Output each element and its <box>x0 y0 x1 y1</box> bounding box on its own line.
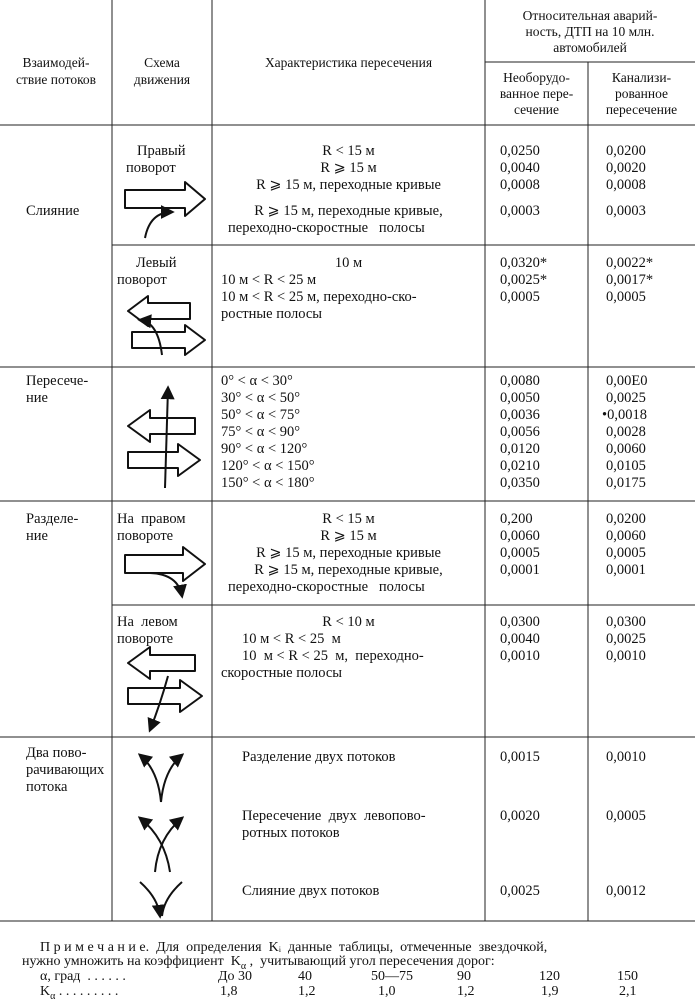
note-row2-value-4: 1,2 <box>457 984 475 999</box>
scheme-diverge-right-line2: повороте <box>117 528 174 544</box>
note-row1-value-2: 40 <box>298 969 312 984</box>
char-merge-right-5: переходно-скоростные полосы <box>228 220 425 236</box>
header-col4b-line2: рованное <box>614 86 669 101</box>
char-diverge-right-3: R ⩾ 15 м, переходные кривые <box>256 545 441 561</box>
section-label-cross-line1: Пересече- <box>26 373 89 389</box>
char-merge-left-1: 10 м <box>334 255 363 271</box>
note-row1-value-5: 120 <box>539 969 560 984</box>
scheme-merge-left-line1: Левый <box>136 255 177 271</box>
char-turning-1: Разделение двух потоков <box>242 749 396 765</box>
char-merge-right-3: R ⩾ 15 м, переходные кривые <box>256 177 441 193</box>
scheme-merge-left-line2: поворот <box>117 272 167 288</box>
val-b-diverge-right-4: 0,0001 <box>606 562 646 578</box>
note-row2-value-6: 2,1 <box>619 984 637 999</box>
header-col4b-line1: Канализи- <box>611 70 672 85</box>
char-cross-1: 0° < α < 30° <box>221 373 293 389</box>
char-diverge-left-4: скоростные полосы <box>221 665 343 681</box>
scheme-merge-right-line2: поворот <box>126 160 176 176</box>
char-diverge-left-1: R < 10 м <box>322 614 375 630</box>
turning-merge-arrows-icon <box>140 882 182 916</box>
char-cross-5: 90° < α < 120° <box>221 441 308 457</box>
val-a-diverge-right-4: 0,0001 <box>500 562 540 578</box>
char-merge-left-2: 10 м < R < 25 м <box>221 272 317 288</box>
val-a-merge-right-2: 0,0040 <box>500 160 540 176</box>
val-b-diverge-left-3: 0,0010 <box>606 648 646 664</box>
val-a-cross-5: 0,0120 <box>500 441 540 457</box>
char-cross-6: 120° < α < 150° <box>221 458 315 474</box>
note-row1-value-3: 50—75 <box>371 969 413 984</box>
val-a-cross-1: 0,0080 <box>500 373 540 389</box>
note-row2-value-1: 1,8 <box>220 984 238 999</box>
val-a-diverge-left-3: 0,0010 <box>500 648 540 664</box>
char-cross-2: 30° < α < 50° <box>221 390 301 406</box>
val-b-cross-1: 0,00E0 <box>606 373 648 389</box>
val-a-turning-1: 0,0015 <box>500 749 540 765</box>
merge-right-arrow-icon <box>125 182 205 238</box>
char-diverge-right-1: R < 15 м <box>322 511 375 527</box>
note-line2-rest: , учитывающий угол пересечения дорог: <box>246 954 495 969</box>
char-merge-left-3: 10 м < R < 25 м, переходно-ско- <box>221 289 417 305</box>
char-merge-right-4: R ⩾ 15 м, переходные кривые, <box>254 203 443 219</box>
val-b-cross-5: 0,0060 <box>606 441 646 457</box>
note-row1-value-6: 150 <box>617 969 638 984</box>
val-a-diverge-left-2: 0,0040 <box>500 631 540 647</box>
diverge-left-arrow-icon <box>128 647 202 730</box>
note-row2-dots: . . . . . . . . . <box>55 984 119 999</box>
val-a-cross-7: 0,0350 <box>500 475 540 491</box>
char-merge-right-2: R ⩾ 15 м <box>320 160 377 176</box>
val-a-merge-left-1: 0,0320* <box>500 255 548 271</box>
scheme-diverge-left-line2: повороте <box>117 631 174 647</box>
val-b-cross-3: •0,0018 <box>602 407 647 423</box>
note-line2-sub: α <box>240 960 247 972</box>
note-row2-value-5: 1,9 <box>541 984 559 999</box>
char-diverge-left-2: 10 м < R < 25 м <box>242 631 341 647</box>
char-cross-7: 150° < α < 180° <box>221 475 315 491</box>
header-col4a-line3: сечение <box>513 102 560 117</box>
val-a-merge-right-3: 0,0008 <box>500 177 540 193</box>
scheme-merge-right-line1: Правый <box>137 143 186 159</box>
section-label-turning-line2: рачивающих <box>26 762 105 778</box>
val-b-diverge-right-3: 0,0005 <box>606 545 646 561</box>
val-b-diverge-left-1: 0,0300 <box>606 614 646 630</box>
val-b-merge-left-3: 0,0005 <box>606 289 646 305</box>
val-b-merge-right-4: 0,0003 <box>606 203 646 219</box>
val-b-merge-right-1: 0,0200 <box>606 143 646 159</box>
val-b-diverge-left-2: 0,0025 <box>606 631 646 647</box>
val-a-turning-2: 0,0020 <box>500 808 540 824</box>
note-line1: П р и м е ч а н и е. Для определения Kᵢ данные таблицы, отмеченные звездочкой, <box>40 940 548 955</box>
header-col4a-line2: ванное пере- <box>499 86 574 101</box>
val-b-cross-4: 0,0028 <box>606 424 646 440</box>
val-b-merge-left-2: 0,0017* <box>606 272 654 288</box>
val-b-turning-1: 0,0010 <box>606 749 646 765</box>
val-b-merge-right-2: 0,0020 <box>606 160 646 176</box>
header-col4-line2: ность, ДТП на 10 млн. <box>525 24 655 39</box>
note-row2-value-2: 1,2 <box>298 984 316 999</box>
val-a-turning-3: 0,0025 <box>500 883 540 899</box>
section-label-cross-line2: ние <box>26 390 48 406</box>
val-b-turning-3: 0,0012 <box>606 883 646 899</box>
char-turning-2: Пересечение двух левопово- <box>242 808 426 824</box>
header-col3: Характеристика пересечения <box>264 55 433 70</box>
header-col4b-line3: пересечение <box>605 102 678 117</box>
header-col1-line2: ствие потоков <box>15 72 97 87</box>
val-b-cross-2: 0,0025 <box>606 390 646 406</box>
merge-left-arrow-icon <box>128 296 205 355</box>
char-diverge-right-2: R ⩾ 15 м <box>320 528 377 544</box>
scheme-diverge-left-line1: На левом <box>117 614 178 630</box>
note-row2-label <box>40 985 118 1004</box>
char-cross-3: 50° < α < 75° <box>221 407 301 423</box>
val-b-cross-7: 0,0175 <box>606 475 646 491</box>
char-turning-4: Слияние двух потоков <box>242 883 380 899</box>
val-a-diverge-right-3: 0,0005 <box>500 545 540 561</box>
char-cross-4: 75° < α < 90° <box>221 424 301 440</box>
val-b-turning-2: 0,0005 <box>606 808 646 824</box>
val-a-merge-right-1: 0,0250 <box>500 143 540 159</box>
turning-split-arrows-icon <box>140 755 182 802</box>
note-line2-text: нужно умножить на коэффициент K <box>22 954 241 969</box>
section-label-merge: Слияние <box>26 203 80 219</box>
note-row1-label: α, град . . . . . . <box>40 969 126 984</box>
val-a-cross-2: 0,0050 <box>500 390 540 406</box>
note-row1-value-1: До 30 <box>218 969 253 984</box>
section-label-diverge-line1: Разделе- <box>26 511 79 527</box>
char-turning-3: ротных потоков <box>242 825 340 841</box>
char-merge-left-4: ростные полосы <box>221 306 323 322</box>
note-row2-value-3: 1,0 <box>378 984 396 999</box>
turning-cross-arrows-icon <box>140 818 182 872</box>
char-diverge-left-3: 10 м < R < 25 м, переходно- <box>242 648 424 664</box>
val-b-cross-6: 0,0105 <box>606 458 646 474</box>
val-a-cross-6: 0,0210 <box>500 458 540 474</box>
scheme-diverge-right-line1: На правом <box>117 511 186 527</box>
val-a-cross-4: 0,0056 <box>500 424 540 440</box>
val-a-merge-left-3: 0,0005 <box>500 289 540 305</box>
note-row2-sub: α <box>50 990 56 1002</box>
val-a-diverge-right-1: 0,200 <box>500 511 533 527</box>
diverge-right-arrow-icon <box>125 547 205 596</box>
header-col1-line1: Взаимодей- <box>22 55 90 70</box>
header-col2-line2: движения <box>133 72 191 87</box>
val-a-diverge-right-2: 0,0060 <box>500 528 540 544</box>
val-a-diverge-left-1: 0,0300 <box>500 614 540 630</box>
val-b-merge-right-3: 0,0008 <box>606 177 646 193</box>
note-row2-k: K <box>40 984 51 999</box>
header-col4-line1: Относительная аварий- <box>522 8 658 23</box>
val-a-merge-left-2: 0,0025* <box>500 272 548 288</box>
section-label-turning-line1: Два пово- <box>26 745 87 761</box>
val-a-cross-3: 0,0036 <box>500 407 540 423</box>
crossing-arrows-icon <box>128 388 200 488</box>
val-b-diverge-right-1: 0,0200 <box>606 511 646 527</box>
note-row1-value-4: 90 <box>457 969 471 984</box>
val-a-merge-right-4: 0,0003 <box>500 203 540 219</box>
val-b-diverge-right-2: 0,0060 <box>606 528 646 544</box>
char-merge-right-1: R < 15 м <box>322 143 375 159</box>
section-label-diverge-line2: ние <box>26 528 48 544</box>
char-diverge-right-5: переходно-скоростные полосы <box>228 579 425 595</box>
section-label-turning-line3: потока <box>26 779 68 795</box>
header-col2-line1: Схема <box>144 55 180 70</box>
val-b-merge-left-1: 0,0022* <box>606 255 654 271</box>
header-col4a-line1: Необорудо- <box>503 70 570 85</box>
header-col4-line3: автомобилей <box>553 40 627 55</box>
char-diverge-right-4: R ⩾ 15 м, переходные кривые, <box>254 562 443 578</box>
